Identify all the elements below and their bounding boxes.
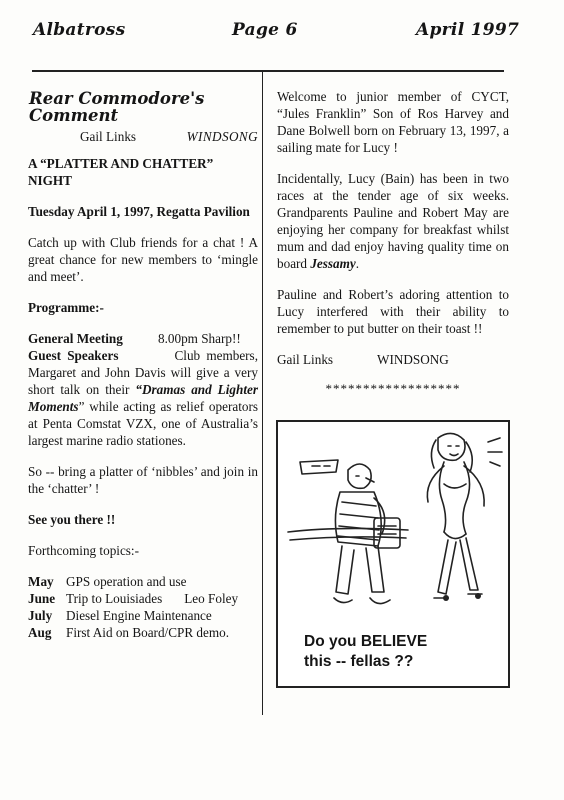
lucy-text: Incidentally, Lucy (Bain) has been in two races at the tender age of six weeks. Grandparents Pauline and Robert May are enjoying her company for breakfast whilst mum and dad enjoy having quality time on board (277, 171, 509, 271)
byline-name: Gail Links (80, 129, 137, 144)
welcome-paragraph: Welcome to junior member of CYCT, “Jules Franklin” Son of Ros Harvey and Dane Bolwell born on February 13, 1997, a sailing mate for Lucy ! (277, 89, 509, 155)
boat-name: Jessamy (310, 256, 356, 271)
topic-text: GPS operation and use (66, 574, 187, 589)
header-publication: Albatross (33, 20, 126, 40)
cartoon-box (276, 420, 510, 688)
guest-talk-title: “Dramas and Lighter Moments (28, 382, 258, 414)
topic-row (28, 607, 258, 624)
event-title: A “PLATTER AND CHATTER” NIGHT (28, 156, 214, 188)
cartoon-caption-line-2: this -- fellas ?? (304, 653, 414, 670)
signature-name: Gail Links (277, 352, 334, 367)
cartoon-illustration (278, 422, 508, 632)
cartoon-caption-line-1: Do you BELIEVE (304, 633, 428, 650)
signature (277, 351, 509, 368)
header-page-number: Page 6 (232, 20, 298, 40)
signature-boat: WINDSONG (377, 352, 449, 367)
right-column (277, 88, 509, 397)
lucy-end: . (355, 256, 360, 271)
topic-row (28, 624, 258, 641)
star-separator: ****************** (325, 381, 461, 396)
programme-label: Programme:- (28, 300, 104, 315)
lucy-paragraph (277, 170, 509, 272)
topic-text: Diesel Engine Maintenance (66, 608, 212, 623)
event-date: Tuesday April 1, 1997, Regatta Pavilion (28, 204, 250, 219)
general-meeting-time: 8.00pm Sharp!! (158, 331, 241, 346)
bring-platter: So -- bring a platter of ‘nibbles’ and join in the ‘chatter’ ! (28, 464, 258, 496)
section-title: Rear Commodore's Comment (29, 89, 205, 125)
column-divider (262, 70, 263, 715)
guest-speakers (28, 347, 258, 449)
header-date: April 1997 (416, 20, 520, 40)
topic-month: May (28, 574, 54, 589)
guest-speakers-pre: Club members, Margaret and John Davis will give a very short talk on their (28, 348, 258, 397)
forthcoming-label: Forthcoming topics:- (28, 543, 139, 558)
topic-month: July (28, 608, 53, 623)
cartoon-caption (304, 632, 427, 672)
pauline-paragraph: Pauline and Robert’s adoring attention to Lucy interfered with their ability to remember to put butter on their toast !! (277, 287, 509, 336)
guest-speakers-label: Guest Speakers (28, 348, 119, 363)
general-meeting-label: General Meeting (28, 331, 123, 346)
topic-row (28, 573, 258, 590)
byline-boat: WINDSONG (186, 129, 258, 144)
byline (28, 128, 258, 145)
topic-text: Trip to Louisiades (66, 591, 163, 606)
general-meeting-row (28, 330, 258, 347)
topic-text: First Aid on Board/CPR demo. (66, 625, 230, 640)
guest-speakers-post: ” while acting as relief operators at Penta Comstat VZX, one of Australia’s largest marine radio stationes. (28, 399, 258, 448)
topics-list (28, 573, 258, 641)
topic-presenter: Leo Foley (184, 591, 239, 606)
left-column (28, 88, 258, 641)
topic-month: Aug (28, 625, 52, 640)
topic-row (28, 590, 258, 607)
event-intro: Catch up with Club friends for a chat ! A great chance for new members to ‘mingle and meet’. (28, 235, 258, 284)
header-rule (32, 70, 504, 72)
see-you-there: See you there !! (28, 512, 116, 527)
topic-month: June (28, 591, 56, 606)
